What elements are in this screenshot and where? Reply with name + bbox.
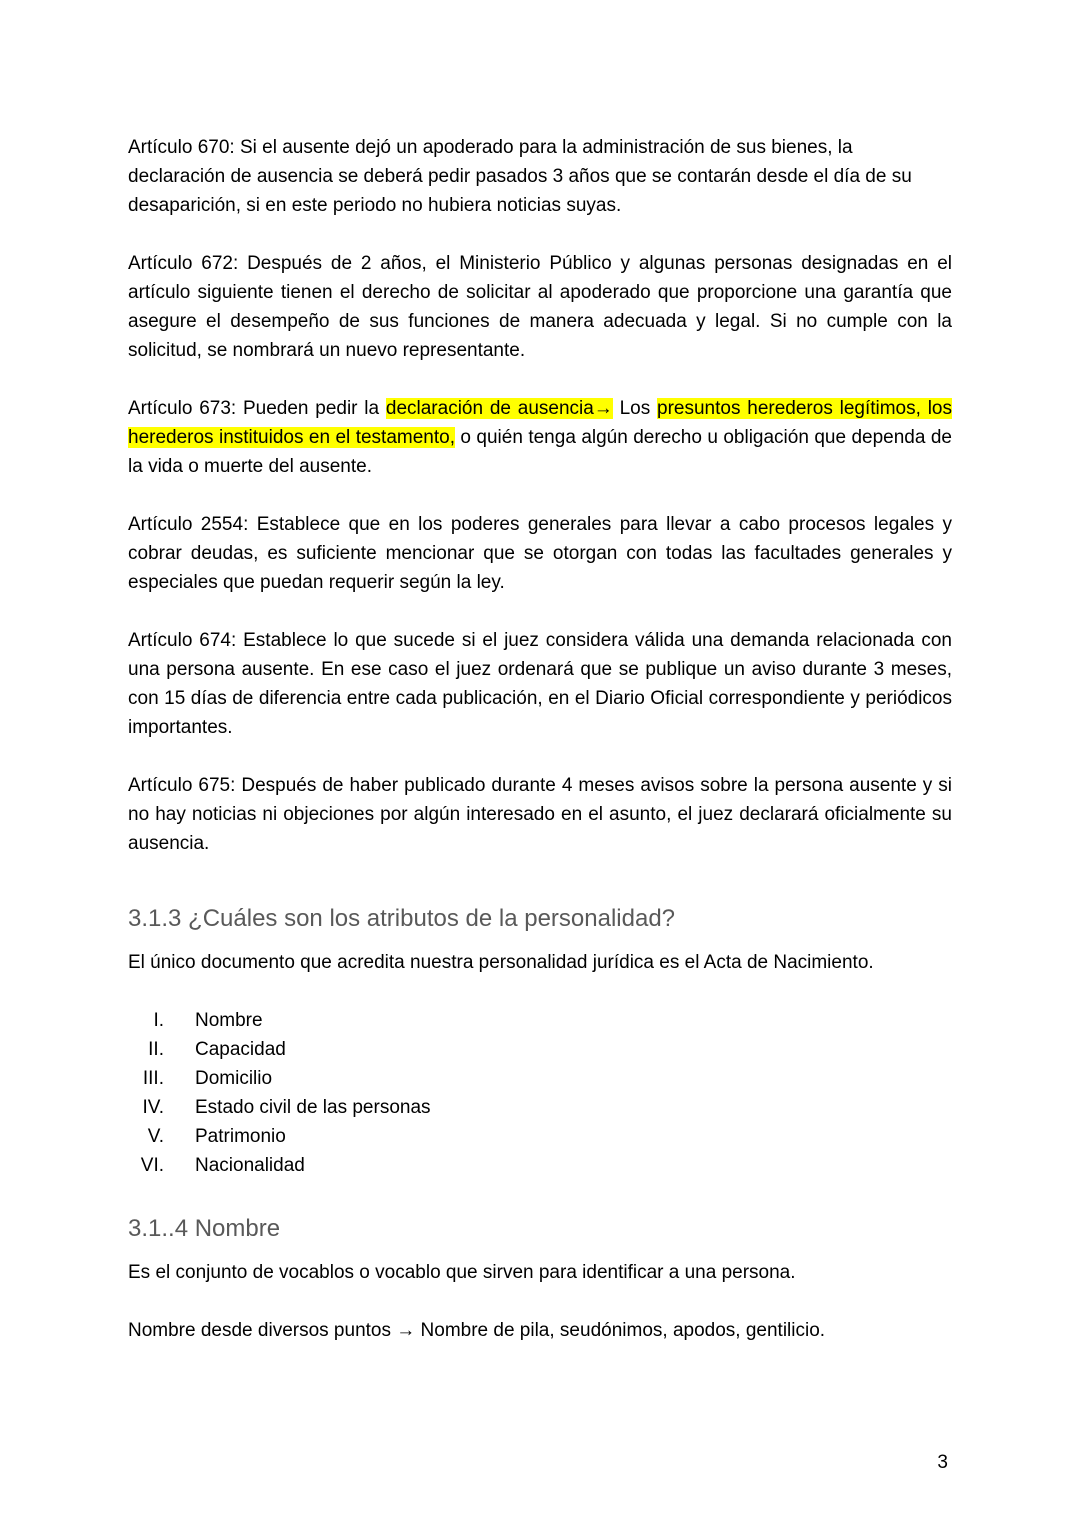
paragraph-nombre-definicion: Es el conjunto de vocablos o vocablo que sirven para identificar a una persona. [128,1262,796,1283]
list-item-numeral: III. [142,1068,164,1089]
text-segment: Los [612,398,658,419]
paragraph-acta-nacimiento: El único documento que acredita nuestra personalidad jurídica es el Acta de Nacimiento. [128,952,874,973]
list-item [128,1093,952,1122]
list-item-numeral: VI. [140,1155,164,1176]
heading-atributos-personalidad: 3.1.3 ¿Cuáles son los atributos de la personalidad? [128,905,676,932]
heading-nombre: 3.1..4 Nombre [128,1215,281,1242]
atributos-list [128,1006,952,1180]
list-item-numeral: II. [148,1039,164,1060]
list-item [128,1035,952,1064]
list-item-label: Nacionalidad [195,1155,305,1176]
list-item-numeral: I. [153,1010,164,1031]
list-item-label: Estado civil de las personas [195,1097,431,1118]
highlighted-text: presuntos herederos legítimos, los herederos instituidos en el testamento, [128,398,952,448]
paragraph-articulo-670: Artículo 670: Si el ausente dejó un apoderado para la administración de sus bienes, la declaración de ausencia se deberá pedir pasados 3 años que se contarán desde el día de su desaparición, si en este periodo no hubiera noticias suyas. [128,137,912,216]
document-content [128,133,952,1374]
list-item-numeral: IV. [142,1097,164,1118]
paragraph-articulo-674: Artículo 674: Establece lo que sucede si el juez considera válida una demanda relacionada con una persona ausente. En ese caso el juez ordenará que se publique un aviso durante 3 meses, con 15 días de diferencia entre cada publicación, en el Diario Oficial correspondiente y periódicos importantes. [128,630,952,738]
page-number: 3 [937,1452,948,1473]
list-item [128,1064,952,1093]
paragraph-nombre-puntos: Nombre desde diversos puntos → Nombre de pila, seudónimos, apodos, gentilicio. [128,1320,826,1341]
list-item-label: Domicilio [195,1068,273,1089]
paragraph-articulo-673 [128,394,952,481]
highlighted-text: declaración de ausencia→ [385,398,613,419]
paragraph-articulo-675: Artículo 675: Después de haber publicado durante 4 meses avisos sobre la persona ausente y si no hay noticias ni objeciones por algún interesado en el asunto, el juez declarará oficialmente su ausencia. [128,775,952,854]
list-item [128,1122,952,1151]
text-segment: o quién tenga algún derecho u obligación que dependa de la vida o muerte del ausente. [128,427,952,477]
text-segment: Artículo 673: Pueden pedir la [128,398,386,419]
list-item [128,1151,952,1180]
paragraph-articulo-672: Artículo 672: Después de 2 años, el Ministerio Público y algunas personas designadas en el artículo siguiente tienen el derecho de solicitar al apoderado que proporcione una garantía que asegure el desempeño de sus funciones de manera adecuada y legal. Si no cumple con la solicitud, se nombrará un nuevo representante. [128,253,952,361]
paragraph-articulo-2554: Artículo 2554: Establece que en los poderes generales para llevar a cabo procesos legales y cobrar deudas, es suficiente mencionar que se otorgan con todas las facultades generales y especiales que puedan requerir según la ley. [128,514,952,593]
list-item-label: Nombre [195,1010,263,1031]
list-item [128,1006,952,1035]
list-item-label: Patrimonio [195,1126,286,1147]
list-item-numeral: V. [147,1126,164,1147]
list-item-label: Capacidad [195,1039,286,1060]
